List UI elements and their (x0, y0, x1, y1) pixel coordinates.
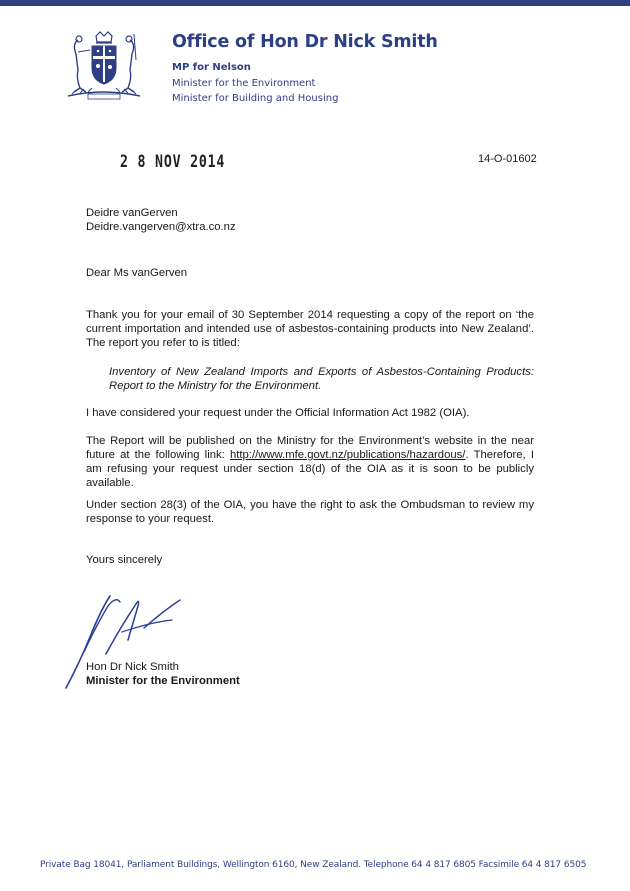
letterhead-footer: Private Bag 18041, Parliament Buildings, Wellington 6160, New Zealand. Telephone 64 4 817 6805 Facsimile 64 4 817 6505 (40, 860, 587, 870)
closing: Yours sincerely (86, 554, 163, 566)
date-stamp: 2 8 NOV 2014 (120, 152, 226, 172)
recipient-email: Deidre.vangerven@xtra.co.nz (86, 221, 236, 233)
body-text: . Therefore, I am refusing your request under section 18(d) of the OIA as it is soon to be publicly available. (86, 449, 534, 489)
recipient-name: Deidre vanGerven (86, 207, 178, 219)
publications-link[interactable]: http://www.mfe.govt.nz/publications/hazardous/ (229, 449, 466, 461)
reference-number: 14-O-01602 (478, 153, 537, 165)
body-paragraph: Thank you for your email of 30 September 2014 requesting a copy of the report on ‘the current importation and intended use of asbestos-containing products into New Zealand’. The report you refer to is titled: (86, 309, 534, 349)
signatory-title: Minister for the Environment (86, 675, 240, 687)
signatory-name: Hon Dr Nick Smith (86, 661, 179, 673)
ministerial-role: Minister for the Environment (172, 78, 316, 89)
office-title: Office of Hon Dr Nick Smith (172, 32, 438, 52)
report-title: Inventory of New Zealand Imports and Exports of Asbestos-Containing Products: Report to the Ministry for the Environment. (109, 366, 534, 392)
body-text: The Report will be published on the Ministry for the Environment’s website in the near future at the following link: (86, 435, 534, 461)
body-paragraph: I have considered your request under the Official Information Act 1982 (OIA). (86, 407, 470, 419)
body-paragraph: Under section 28(3) of the OIA, you have the right to ask the Ombudsman to review my response to your request. (86, 499, 534, 525)
ministerial-role: Minister for Building and Housing (172, 93, 339, 104)
body-paragraph (86, 434, 534, 490)
coat-of-arms-icon (58, 30, 150, 102)
letterhead-top-rule (0, 0, 630, 6)
electorate-label: MP for Nelson (172, 62, 251, 73)
salutation: Dear Ms vanGerven (86, 267, 188, 279)
